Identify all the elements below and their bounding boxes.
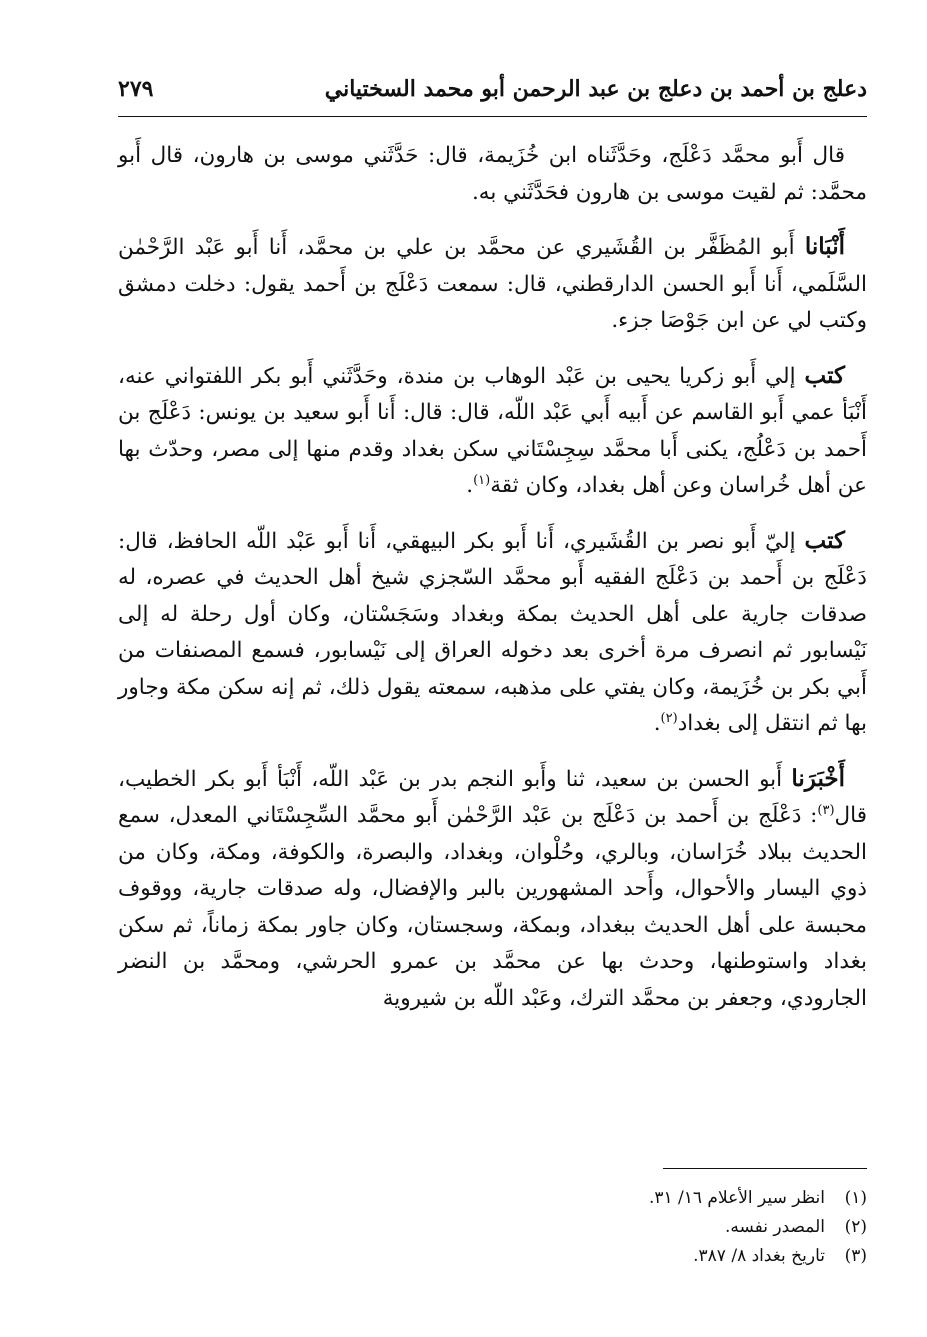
footnote-text: المصدر نفسه. [724,1217,825,1237]
footnote-separator [663,1168,867,1169]
paragraph-text: قال أَبو محمَّد دَعْلَج، وحَدَّثَناه ابن خُزَيمة، قال: حَدَّثَني موسى بن هارون، قال أَبو محمَّد: ثم لقيت موسى بن هارون فحَدَّثَني به. [118,143,867,205]
footnote-item [118,1242,867,1271]
footnote-reference: (٢) [660,710,678,726]
page-number: ٢٧٩ [118,76,154,102]
page-header [118,70,867,117]
footnote-item [118,1184,867,1213]
paragraph-2 [118,229,867,340]
footnote-reference: (١) [473,472,491,488]
paragraph-lead-word: أَخْبَرَنا [791,764,845,792]
footnote-text: انظر سير الأعلام ١٦/ ٣١. [648,1188,825,1208]
paragraph-tail: . [653,711,661,736]
footnote-text: تاريخ بغداد ٨/ ٣٨٧. [693,1246,825,1266]
paragraph-3 [118,358,867,505]
footnote-reference: (٣) [817,802,835,818]
paragraph-text: إلي أَبو زكريا يحيى بن عَبْد الوهاب بن مندة، وحَدَّثَني أَبو بكر اللفتواني عنه، أَنْبَأ عمي أَبو القاسم عن أَبيه أَبي عَبْد اللّه، قال: قال: أَنا أَبو سعيد بن يونس: دَعْلَج بن أَحمد بن دَعْلُج، يكنى أَبا محمَّد سِجِسْتَاني سكن بغداد وقدم منها إلى مصر، وحدّث بها عن أهل خُراسان وعن أهل بغداد، وكان ثقة [118,363,867,498]
paragraph-text: أَبو المُظَفَّر بن القُشَيري عن محمَّد بن علي بن محمَّد، أَنا أَبو عَبْد الرَّحْمٰن السَّلَمي، أَنا أَبو الحسن الدارقطني، قال: سمعت دَعْلَج بن أَحمد يقول: دخلت دمشق وكتب لي عن ابن جَوْصَا جزء. [118,235,867,333]
paragraph-4 [118,523,867,743]
main-text [118,138,867,1035]
paragraph-lead-word: كتب [804,361,845,389]
running-title: دعلج بن أحمد بن دعلج بن عبد الرحمن أبو محمد السختياني [324,76,867,102]
paragraph-text: أَبو الحسن بن سعيد، ثنا وأَبو النجم بدر بن عَبْد اللّه، أَنْبَأ أَبو بكر الخطيب، قال [118,766,867,828]
footnotes [118,1184,867,1271]
paragraph-tail: : دَعْلَج بن أَحمد بن دَعْلَج بن عَبْد الرَّحْمٰن أَبو محمَّد السِّجِسْتَاني المعدل، سمع الحديث ببلاد خُرَاسان، وبالري، وحُلْوان، وبغداد، والبصرة، والكوفة، ومكة، وكان من ذوي اليسار والأحوال، وأَحد المشهورين بالبر والإفضال، وله صدقات جارية، ووقوف محبسة على أهل الحديث ببغداد، وبمكة، وسجستان، وكان جاور بمكة زماناً، ثم سكن بغداد واستوطنها، وحدث بها عن محمَّد بن عمرو الحرشي، ومحمَّد بن النضر الجارودي، وجعفر بن محمَّد الترك، وعَبْد اللّه بن شيروية [118,803,867,1011]
paragraph-text: إليّ أَبو نصر بن القُشَيري، أَنا أَبو بكر البيهقي، أَنا أَبو عَبْد اللّه الحافظ، قال: دَعْلَج بن أَحمد بن دَعْلَج الفقيه أَبو محمَّد السّجزي شيخ أهل الحديث في عصره، له صدقات جارية على أهل الحديث بمكة وبغداد وسَجَسْتان، وكان أول رحلة له إلى نَيْسابور ثم انصرف مرة أخرى بعد دخوله العراق إلى نَيْسابور، فسمع المصنفات من أَبي بكر بن خُزَيمة، وكان يفتي على مذهبه، سمعته يقول ذلك، ثم إنه سكن مكة وجاور بها ثم انتقل إلى بغداد [118,528,867,736]
footnote-number: (٣) [844,1246,867,1266]
footnote-item [118,1213,867,1242]
paragraph-lead-word: أَنْبَانا [804,233,845,260]
paragraph-5 [118,761,867,1018]
footnote-number: (٢) [844,1217,867,1237]
paragraph-tail: . [466,473,474,498]
paragraph-1 [118,138,867,211]
paragraph-lead-word: كتب [804,526,845,554]
footnote-number: (١) [844,1188,867,1208]
